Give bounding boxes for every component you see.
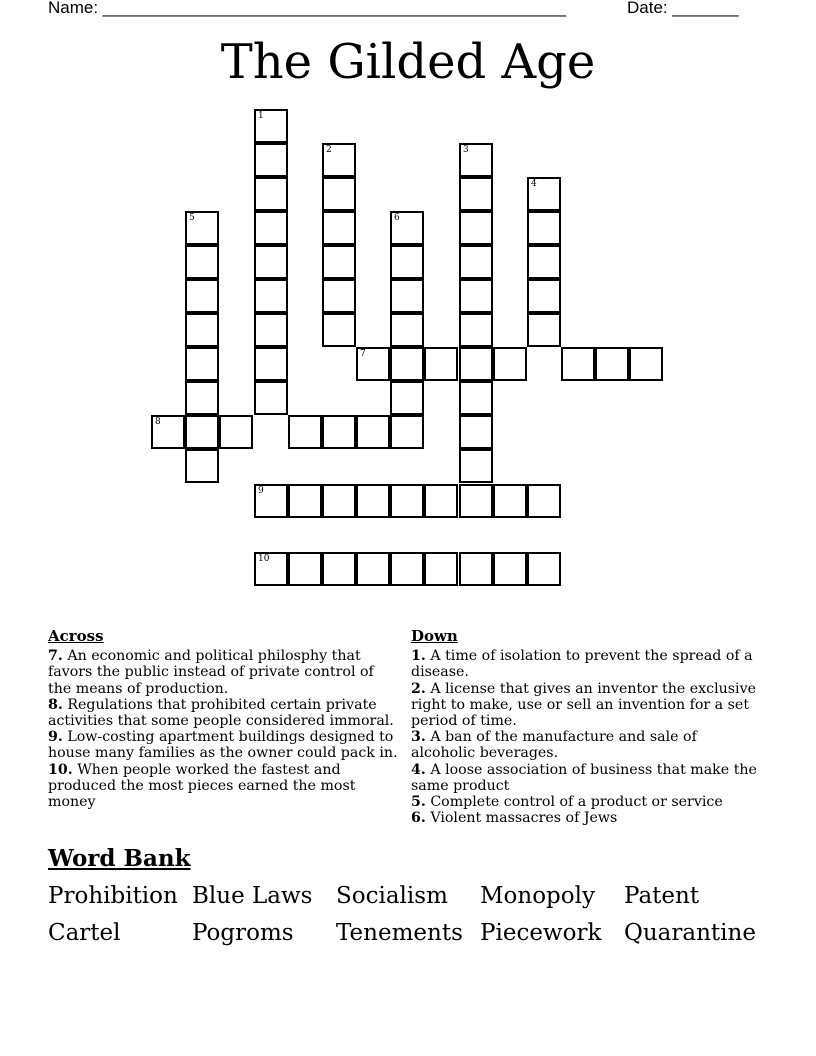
crossword-cell[interactable]: [185, 449, 219, 483]
crossword-cell[interactable]: [527, 177, 561, 211]
clue-text: A loose association of business that make the same product: [411, 761, 757, 794]
crossword-cell[interactable]: [322, 313, 356, 347]
crossword-cell[interactable]: [219, 415, 253, 449]
clue-text: A license that gives an inventor the exclusive right to make, use or sell an invention for a set period of time.: [411, 680, 757, 730]
crossword-cell[interactable]: [254, 347, 288, 381]
crossword-cell[interactable]: [561, 347, 595, 381]
crossword-cell[interactable]: [322, 415, 356, 449]
clue-number-label: 10: [258, 554, 270, 564]
crossword-cell[interactable]: [254, 484, 288, 518]
crossword-cell[interactable]: [390, 381, 424, 415]
clue-number-label: 9: [258, 486, 264, 496]
clue-number: 2.: [411, 680, 426, 697]
clue-number: 7.: [48, 648, 63, 665]
crossword-cell[interactable]: [356, 552, 390, 586]
crossword-cell[interactable]: [390, 552, 424, 586]
clue-number-label: 5: [189, 213, 195, 223]
crossword-cell[interactable]: [254, 245, 288, 279]
clue-number-label: 8: [155, 417, 161, 427]
clue-across-9: [48, 729, 400, 761]
crossword-cell[interactable]: [322, 245, 356, 279]
word-bank-item: Cartel: [48, 920, 121, 946]
clue-text: Regulations that prohibited certain private activities that some people considered immoral.: [48, 696, 394, 730]
clue-number: 10.: [48, 761, 73, 778]
crossword-cell[interactable]: [356, 347, 390, 381]
crossword-cell[interactable]: [254, 109, 288, 143]
crossword-cell[interactable]: [390, 484, 424, 518]
crossword-cell[interactable]: [288, 415, 322, 449]
clue-down-3: [411, 729, 763, 761]
clue-down-4: [411, 762, 763, 794]
down-clues: [411, 628, 763, 826]
crossword-cell[interactable]: [595, 347, 629, 381]
crossword-cell[interactable]: [459, 143, 493, 177]
word-bank-item: Prohibition: [48, 883, 178, 909]
clue-text: A ban of the manufacture and sale of alcoholic beverages.: [411, 729, 697, 762]
crossword-cell[interactable]: [185, 381, 219, 415]
clue-number-label: 7: [360, 349, 366, 359]
crossword-cell[interactable]: [527, 484, 561, 518]
clue-text: When people worked the fastest and produced the most pieces earned the most money: [48, 761, 356, 811]
word-bank-item: Pogroms: [192, 920, 294, 946]
crossword-cell[interactable]: [254, 177, 288, 211]
crossword-cell[interactable]: [459, 313, 493, 347]
clue-number: 8.: [48, 696, 63, 713]
word-bank-item: Socialism: [336, 883, 448, 909]
crossword-cell[interactable]: [151, 415, 185, 449]
crossword-cell[interactable]: [459, 484, 493, 518]
crossword-cell[interactable]: [185, 313, 219, 347]
crossword-cell[interactable]: [185, 211, 219, 245]
clue-number-label: 4: [531, 179, 537, 189]
crossword-cell[interactable]: [322, 177, 356, 211]
crossword-cell[interactable]: [459, 279, 493, 313]
word-bank-heading: Word Bank: [48, 845, 191, 872]
date-field[interactable]: Date: _______: [627, 0, 739, 17]
crossword-cell[interactable]: [424, 484, 458, 518]
crossword-cell[interactable]: [493, 484, 527, 518]
clue-number: 9.: [48, 729, 63, 746]
crossword-cell[interactable]: [356, 484, 390, 518]
clue-down-2: [411, 681, 763, 730]
crossword-cell[interactable]: [254, 143, 288, 177]
crossword-cell[interactable]: [254, 381, 288, 415]
crossword-cell[interactable]: [527, 552, 561, 586]
clue-down-1: [411, 648, 763, 680]
clue-down-6: [411, 810, 763, 826]
crossword-cell[interactable]: [185, 415, 219, 449]
crossword-cell[interactable]: [527, 245, 561, 279]
clue-number-label: 6: [394, 213, 400, 223]
crossword-cell[interactable]: [527, 279, 561, 313]
clue-number: 6.: [411, 810, 426, 827]
word-bank-item: Patent: [624, 883, 700, 909]
crossword-cell[interactable]: [356, 415, 390, 449]
clue-number-label: 2: [326, 145, 332, 155]
crossword-cell[interactable]: [254, 211, 288, 245]
clue-across-10: [48, 762, 400, 811]
clue-text: Complete control of a product or service: [430, 794, 723, 811]
crossword-cell[interactable]: [322, 211, 356, 245]
page-title: The Gilded Age: [220, 34, 596, 90]
crossword-cell[interactable]: [459, 415, 493, 449]
crossword-cell[interactable]: [390, 279, 424, 313]
crossword-cell[interactable]: [322, 484, 356, 518]
clue-across-8: [48, 697, 400, 729]
name-field[interactable]: Name: _________________________________________________: [48, 0, 567, 17]
clue-number-label: 3: [463, 145, 469, 155]
crossword-cell[interactable]: [390, 347, 424, 381]
crossword-cell[interactable]: [390, 415, 424, 449]
clue-number: 4.: [411, 761, 426, 778]
clue-number: 3.: [411, 729, 426, 746]
crossword-cell[interactable]: [288, 484, 322, 518]
word-bank-item: Quarantine: [624, 920, 756, 946]
clue-number: 1.: [411, 648, 426, 665]
crossword-cell[interactable]: [459, 381, 493, 415]
clue-text: A time of isolation to prevent the spread of a disease.: [411, 648, 753, 681]
crossword-cell[interactable]: [459, 177, 493, 211]
across-clues: [48, 628, 400, 810]
word-bank-item: Monopoly: [480, 883, 595, 909]
crossword-cell[interactable]: [185, 347, 219, 381]
crossword-cell[interactable]: [288, 552, 322, 586]
crossword-cell[interactable]: [527, 313, 561, 347]
crossword-cell[interactable]: [322, 279, 356, 313]
crossword-cell[interactable]: [185, 245, 219, 279]
crossword-cell[interactable]: [254, 552, 288, 586]
crossword-cell[interactable]: [322, 143, 356, 177]
crossword-cell[interactable]: [493, 347, 527, 381]
crossword-cell[interactable]: [390, 313, 424, 347]
crossword-cell[interactable]: [459, 211, 493, 245]
crossword-cell[interactable]: [527, 211, 561, 245]
crossword-cell[interactable]: [390, 245, 424, 279]
crossword-cell[interactable]: [459, 552, 493, 586]
clue-number-label: 1: [258, 111, 264, 121]
clue-text: Low-costing apartment buildings designed to house many families as the owner could pack in.: [48, 729, 398, 762]
crossword-cell[interactable]: [459, 347, 493, 381]
crossword-cell[interactable]: [390, 211, 424, 245]
crossword-cell[interactable]: [322, 552, 356, 586]
crossword-cell[interactable]: [629, 347, 663, 381]
crossword-cell[interactable]: [424, 347, 458, 381]
across-heading: Across: [48, 627, 104, 645]
clue-across-7: [48, 648, 400, 697]
word-bank-item: Tenements: [336, 920, 463, 946]
crossword-cell[interactable]: [493, 552, 527, 586]
clue-down-5: [411, 794, 763, 810]
clue-number: 5.: [411, 794, 426, 811]
clue-text: Violent massacres of Jews: [430, 810, 618, 827]
crossword-cell[interactable]: [459, 449, 493, 483]
crossword-cell[interactable]: [424, 552, 458, 586]
crossword-cell[interactable]: [254, 279, 288, 313]
crossword-cell[interactable]: [459, 245, 493, 279]
clue-text: An economic and political philosphy that favors the public instead of private control of the means of production.: [48, 648, 374, 697]
down-heading: Down: [411, 627, 458, 645]
word-bank-item: Blue Laws: [192, 883, 313, 909]
word-bank-item: Piecework: [480, 920, 602, 946]
crossword-cell[interactable]: [185, 279, 219, 313]
crossword-cell[interactable]: [254, 313, 288, 347]
